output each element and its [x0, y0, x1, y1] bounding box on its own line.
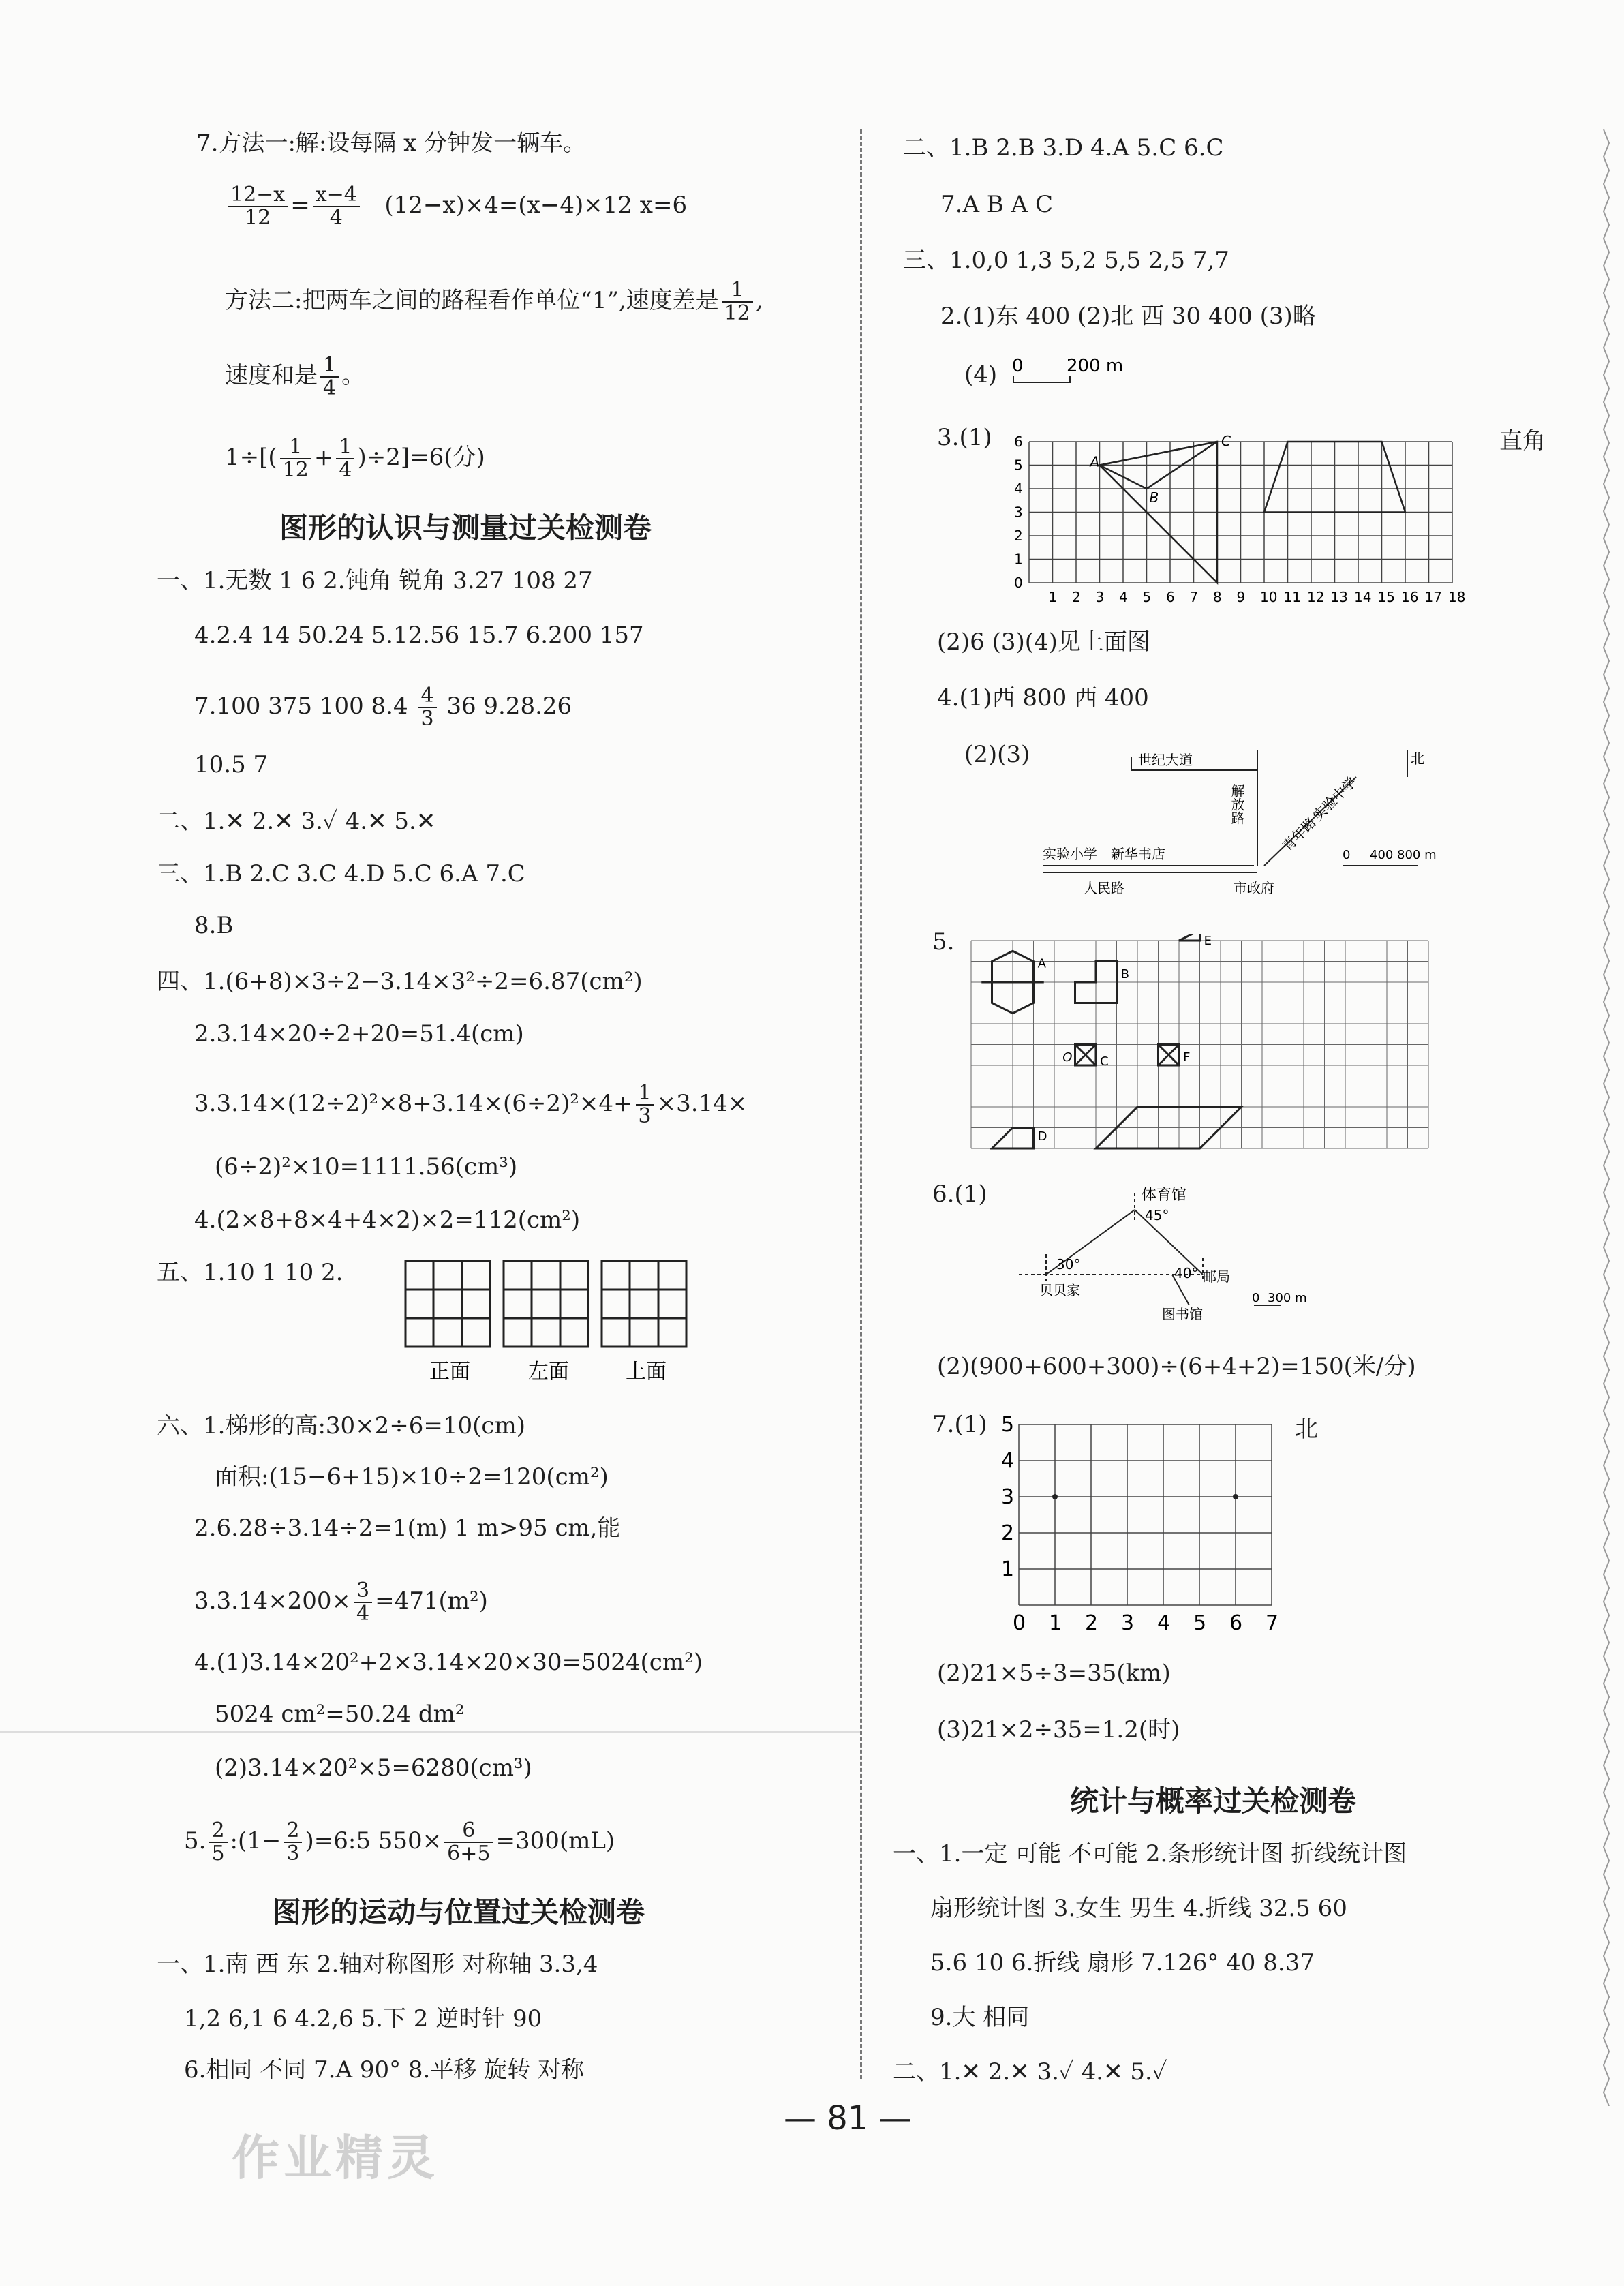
r-line-2: 7.A B A C: [940, 191, 1053, 218]
q3-x-tick: 1: [1048, 589, 1058, 605]
s3-line-2: 扇形统计图 3.女生 男生 4.折线 32.5 60: [930, 1895, 1347, 1922]
r-line-10: (2)21×5÷3=35(km): [937, 1660, 1171, 1687]
r-line-8: (2)(3): [964, 741, 1030, 768]
svg-text:30°: 30°: [1056, 1256, 1081, 1272]
view-front: 正面: [429, 1360, 470, 1384]
svg-text:青年路: 青年路: [1278, 814, 1319, 855]
q3-x-tick: 8: [1213, 589, 1222, 605]
svg-text:800 m: 800 m: [1397, 848, 1437, 862]
label-c: C: [1100, 1054, 1109, 1069]
q7-x-tick: 1: [1049, 1611, 1062, 1635]
q3-y-tick: 4: [1014, 481, 1023, 497]
q3-x-tick: 4: [1119, 589, 1128, 605]
q3-y-tick: 0: [1014, 575, 1023, 591]
svg-text:0: 0: [1252, 1291, 1260, 1305]
svg-text:新华书店: 新华书店: [1111, 846, 1165, 862]
point-6-3: [1233, 1494, 1238, 1499]
q3-y-tick: 3: [1014, 504, 1023, 521]
q3-x-tick: 17: [1424, 589, 1442, 605]
s6-line-4: 3.3.14×200× $\frac{3}{4}$ =471(m²): [194, 1579, 488, 1626]
q7-x-tick: 7: [1266, 1611, 1279, 1635]
point-a: A: [1090, 453, 1100, 470]
q3-x-tick: 15: [1377, 589, 1395, 605]
q7-x-tick: 0: [1013, 1611, 1026, 1635]
svg-text:北: 北: [1411, 750, 1424, 767]
s1-line-9: 2.3.14×20÷2+20=51.4(cm): [194, 1020, 524, 1048]
r-line-7: 4.(1)西 800 西 400: [937, 684, 1149, 712]
label-a: A: [1037, 956, 1046, 971]
section-title-statistics: 统计与概率过关检测卷: [1070, 1784, 1357, 1818]
s3-line-5: 二、1.✕ 2.✕ 3.✓ 4.✕ 5.✓: [893, 2058, 1167, 2086]
s6-line-2: 面积:(15−6+15)×10÷2=120(cm²): [215, 1463, 609, 1491]
svg-text:0: 0: [1012, 356, 1024, 376]
s1-line-4: 10.5 7: [194, 751, 269, 778]
svg-text:世纪大道: 世纪大道: [1138, 752, 1193, 768]
r-line-4: 2.(1)东 400 (2)北 西 30 400 (3)略: [940, 303, 1316, 330]
svg-text:实验小学: 实验小学: [1043, 846, 1097, 862]
q7-north: 北: [1295, 1416, 1318, 1443]
s6-line-1: 六、1.梯形的高:30×2÷6=10(cm): [157, 1412, 525, 1439]
svg-text:实验中学: 实验中学: [1309, 773, 1360, 824]
label-d: D: [1037, 1129, 1047, 1144]
r-line-11: (3)21×2÷35=1.2(时): [937, 1716, 1180, 1743]
s1-line-10: 3.3.14×(12÷2)²×8+3.14×(6÷2)²×4+ $\frac{1}{3}$ ×3.14×: [194, 1081, 748, 1128]
label-e: E: [1204, 934, 1212, 949]
q7-y-tick: 2: [1001, 1521, 1015, 1545]
shape-e: [1179, 934, 1200, 941]
s6-line-7: (2)3.14×20²×5=6280(cm³): [215, 1754, 532, 1782]
q7-x-tick: 6: [1229, 1611, 1243, 1635]
svg-text:贝贝家: 贝贝家: [1039, 1282, 1080, 1298]
q3-x-tick: 6: [1166, 589, 1175, 605]
q7-x-tick: 2: [1085, 1611, 1099, 1635]
s1-line-7: 8.B: [194, 912, 234, 939]
left-rule: [0, 1731, 860, 1733]
s6-line-5: 4.(1)3.14×20²+2×3.14×20×30=5024(cm²): [194, 1649, 703, 1676]
s2-line-3: 6.相同 不同 7.A 90° 8.平移 旋转 对称: [184, 2056, 584, 2084]
svg-text:图书馆: 图书馆: [1162, 1306, 1203, 1322]
svg-text:300 m: 300 m: [1268, 1291, 1307, 1305]
s1-line-1: 一、1.无数 1 6 2.钝角 锐角 3.27 108 27: [157, 567, 593, 594]
q3-x-tick: 18: [1448, 589, 1466, 605]
s6-line-3: 2.6.28÷3.14÷2=1(m) 1 m>95 cm,能: [194, 1514, 621, 1542]
svg-text:邮局: 邮局: [1203, 1268, 1230, 1285]
s1-line-13: 五、1.10 1 10 2.: [157, 1259, 343, 1286]
q7-x-tick: 4: [1157, 1611, 1171, 1635]
svg-text:400: 400: [1370, 848, 1394, 862]
s1-line-5: 二、1.✕ 2.✕ 3.✓ 4.✕ 5.✕: [157, 808, 436, 835]
q3-x-tick: 10: [1260, 589, 1278, 605]
svg-text:市政府: 市政府: [1234, 880, 1274, 896]
label-b: B: [1120, 966, 1129, 981]
svg-text:解放路: 解放路: [1229, 784, 1245, 825]
q5-label: 5.: [932, 928, 955, 956]
q3-y-tick: 2: [1014, 528, 1023, 544]
q7-x-tick: 3: [1121, 1611, 1135, 1635]
q7-method1: 7.方法一:解:设每隔 x 分钟发一辆车。: [196, 129, 587, 157]
right-column: [893, 0, 1574, 2113]
r-line-6: (2)6 (3)(4)见上面图: [937, 628, 1150, 656]
q3-x-tick: 3: [1095, 589, 1105, 605]
q3-x-tick: 5: [1142, 589, 1152, 605]
q3-x-tick: 9: [1236, 589, 1246, 605]
map-figure-2: [1005, 1179, 1414, 1336]
q3-x-tick: 12: [1307, 589, 1325, 605]
scale-bar-1: [1005, 351, 1142, 392]
view-left: 左面: [528, 1360, 569, 1384]
r-line-3: 三、1.0,0 1,3 5,2 5,5 2,5 7,7: [903, 247, 1229, 274]
s6-line-8: 5. $\frac{2}{5}$ :(1− $\frac{2}{3}$ )=6:5 550× $\frac{6}{6+5}$ =300(mL): [184, 1818, 615, 1865]
s1-line-3: 7.100 375 100 8.4 $\frac{4}{3}$ 36 9.28.26: [194, 684, 572, 731]
r-line-1: 二、1.B 2.B 3.D 4.A 5.C 6.C: [903, 134, 1224, 162]
map-figure-1: [1029, 736, 1492, 913]
s1-line-6: 三、1.B 2.C 3.C 4.D 5.C 6.A 7.C: [157, 860, 525, 887]
s6-line-6: 5024 cm²=50.24 dm²: [215, 1701, 465, 1728]
s1-line-2: 4.2.4 14 50.24 5.12.56 15.7 6.200 157: [194, 622, 644, 649]
q7-x-tick: 5: [1193, 1611, 1207, 1635]
label-o: O: [1062, 1050, 1073, 1065]
right-angle-label: 直角: [1499, 427, 1546, 455]
q3-x-tick: 7: [1189, 589, 1199, 605]
point-b: B: [1149, 489, 1159, 506]
view-top: 上面: [626, 1360, 667, 1384]
three-views-figure: [402, 1258, 716, 1394]
q7-method2: 方法二:把两车之间的路程看作单位“1”,速度差是 $\frac{1}{12}$ ,: [225, 278, 763, 325]
watermark: 作业精灵: [232, 2130, 439, 2186]
point-c: C: [1221, 433, 1231, 449]
q7-y-tick: 1: [1001, 1557, 1015, 1581]
q3-x-tick: 11: [1283, 589, 1301, 605]
q3-y-tick: 1: [1014, 551, 1023, 568]
q3-x-tick: 16: [1401, 589, 1419, 605]
left-column: [157, 0, 838, 2113]
svg-text:40°: 40°: [1174, 1265, 1199, 1281]
q3-grid-figure: [1002, 423, 1492, 613]
label-f: F: [1183, 1050, 1191, 1065]
column-divider: [860, 129, 862, 2079]
page-edge-decoration: [1599, 129, 1613, 2106]
q7r-label: 7.(1): [932, 1411, 987, 1438]
s3-line-1: 一、1.一定 可能 不可能 2.条形统计图 折线统计图: [893, 1840, 1407, 1868]
q3-y-tick: 5: [1014, 457, 1023, 474]
svg-text:0: 0: [1343, 848, 1351, 862]
s3-line-4: 9.大 相同: [930, 2004, 1030, 2031]
q5-grid-figure: [964, 934, 1496, 1152]
q7-grid-figure: [998, 1407, 1285, 1639]
r-line-5: (4): [964, 361, 998, 388]
q7-y-tick: 3: [1001, 1485, 1015, 1509]
q3-y-tick: 6: [1014, 433, 1023, 450]
point-1-3: [1052, 1494, 1058, 1499]
s1-line-8: 四、1.(6+8)×3÷2−3.14×3²÷2=6.87(cm²): [157, 968, 643, 995]
q6-label: 6.(1): [932, 1180, 987, 1208]
section-title-geometry: 图形的认识与测量过关检测卷: [279, 511, 652, 545]
s1-line-12: 4.(2×8+8×4+4×2)×2=112(cm²): [194, 1206, 581, 1234]
s3-line-3: 5.6 10 6.折线 扇形 7.126° 40 8.37: [930, 1949, 1315, 1977]
s2-line-2: 1,2 6,1 6 4.2,6 5.下 2 逆时针 90: [184, 2005, 542, 2032]
s1-line-11: (6÷2)²×10=1111.56(cm³): [215, 1153, 518, 1180]
q7-y-tick: 4: [1001, 1449, 1015, 1473]
r-line-9: (2)(900+600+300)÷(6+4+2)=150(米/分): [937, 1353, 1416, 1380]
q7-speed-sum: 速度和是 $\frac{1}{4}$ 。: [225, 353, 365, 400]
svg-text:200 m: 200 m: [1067, 356, 1124, 376]
q7-equation: $\frac{12-x}{12}$ = $\frac{x-4}{4}$ (12−x)×4=(x−4)×12 x=6: [225, 184, 687, 229]
q7-y-tick: 5: [1001, 1413, 1015, 1437]
s2-line-1: 一、1.南 西 东 2.轴对称图形 对称轴 3.3,4: [157, 1951, 598, 1978]
section-title-motion: 图形的运动与位置过关检测卷: [273, 1895, 645, 1929]
q3-x-tick: 2: [1072, 589, 1081, 605]
q7-result: 1÷[( $\frac{1}{12}$ + $\frac{1}{4}$ )÷2]=6(分): [225, 435, 485, 482]
svg-text:体育馆: 体育馆: [1142, 1187, 1187, 1204]
q3-x-tick: 13: [1330, 589, 1348, 605]
q3-x-tick: 14: [1354, 589, 1372, 605]
svg-text:人民路: 人民路: [1084, 880, 1124, 896]
page-number: — 81 —: [784, 2099, 912, 2137]
q3-label: 3.(1): [937, 424, 992, 451]
svg-text:45°: 45°: [1145, 1207, 1169, 1223]
